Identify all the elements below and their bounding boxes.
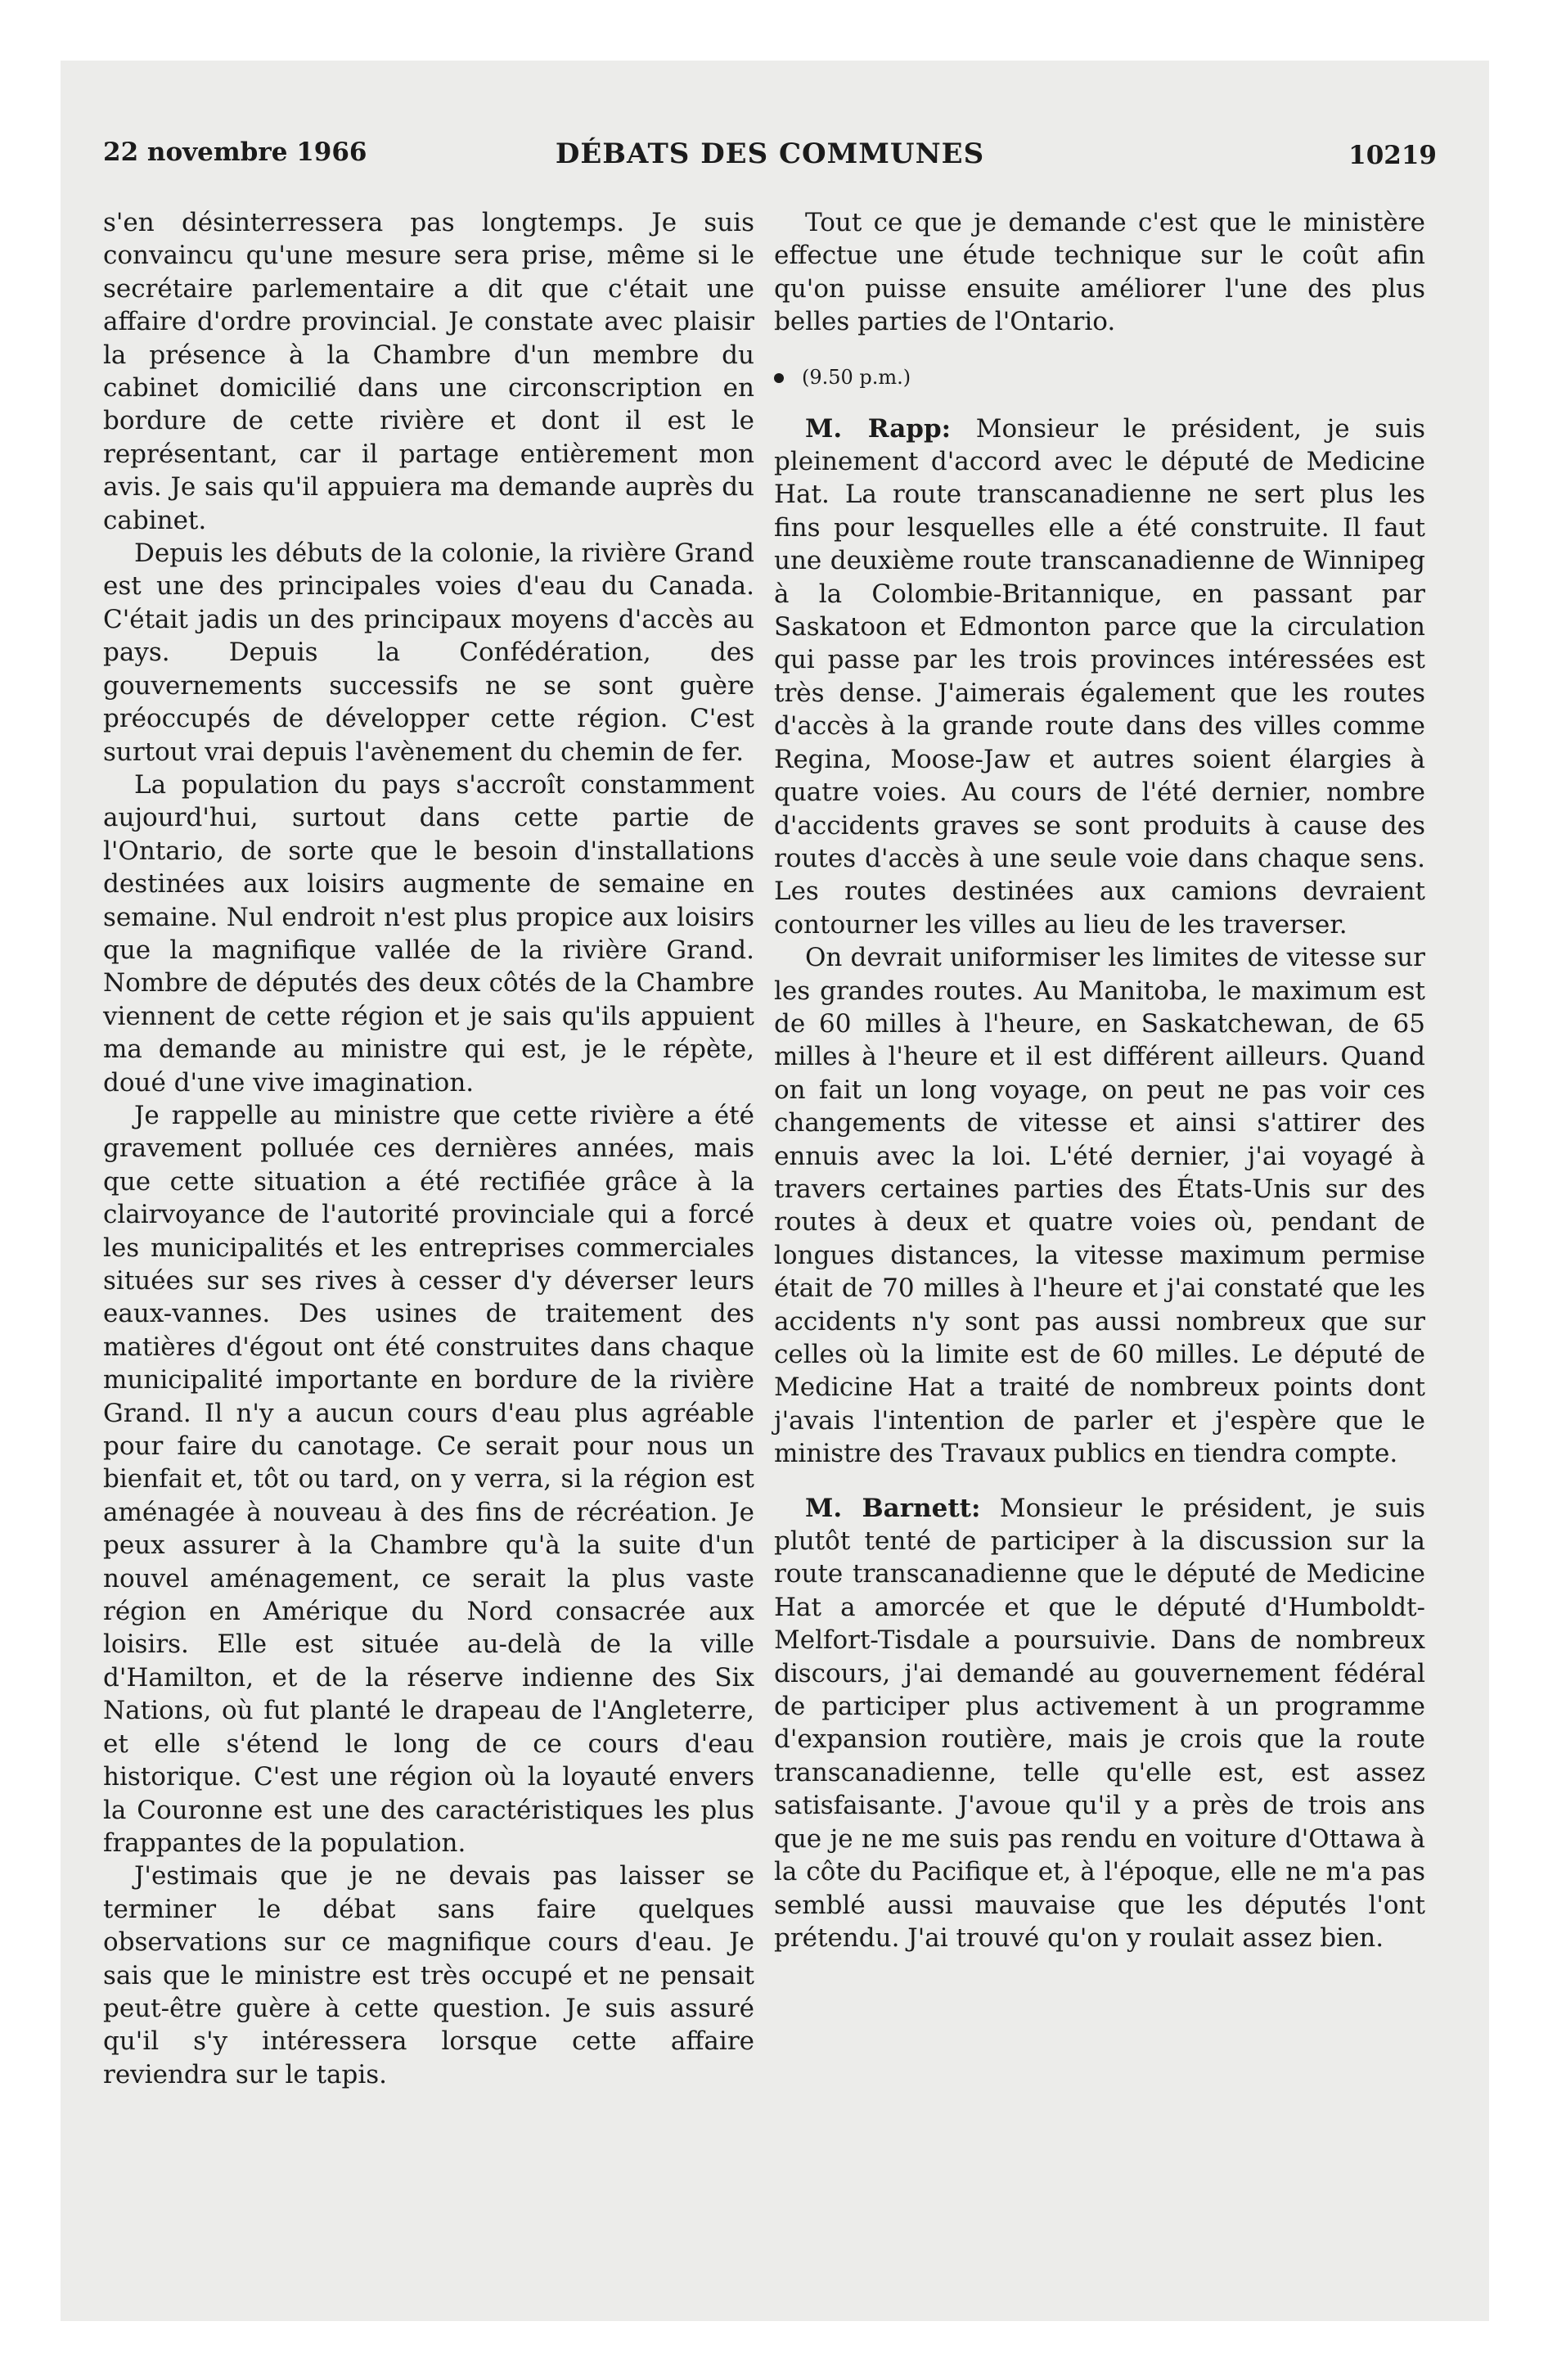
right-column (774, 206, 1425, 1954)
speech-rapp (774, 412, 1425, 942)
page-header (103, 137, 1437, 187)
time-marker-text: (9.50 p.m.) (802, 365, 911, 389)
paragraph: J'estimais que je ne devais pas laisser se terminer le débat sans faire quelques observations sur ce magnifique cours d'eau. Je sais que le ministre est très occupé et ne pensait peut-être guère à cette question. Je suis assuré qu'il s'y intéressera lorsque cette affaire reviendra sur le tapis. (103, 1861, 754, 2089)
paragraph: s'en désinterressera pas longtemps. Je suis convaincu qu'une mesure sera prise, même si le secrétaire parlementaire a dit que c'était une affaire d'ordre provincial. Je constate avec plaisir la présence à la Chambre d'un membre du cabinet domicilié dans une circonscription en bordure de cette rivière et dont il est le représentant, car il partage entièrement mon avis. Je sais qu'il appuiera ma demande auprès du cabinet. (103, 208, 754, 535)
speaker-name: M. Rapp: (805, 413, 952, 444)
paragraph: Depuis les débuts de la colonie, la rivière Grand est une des principales voies d'eau du Canada. C'était jadis un des principaux moyens d'accès au pays. Depuis la Confédération, des gouvernements successifs ne se sont guère préoccupés de développer cette région. C'est surtout vrai depuis l'avènement du chemin de fer. (103, 539, 754, 767)
bullet-icon (774, 373, 784, 383)
paragraph: Tout ce que je demande c'est que le ministère effectue une étude technique sur le coût afin qu'on puisse ensuite améliorer l'une des plus belles parties de l'Ontario. (774, 208, 1425, 337)
spacer (774, 1471, 1425, 1492)
header-date: 22 novembre 1966 (103, 137, 367, 167)
paragraph: On devrait uniformiser les limites de vitesse sur les grandes routes. Au Manitoba, le maximum est de 60 milles à l'heure, en Saskatchewan, de 65 milles à l'heure et il est différent ailleurs. Quand on fait un long voyage, on peut ne pas voir ces changements de vitesse et ainsi s'attirer des ennuis avec la loi. L'été dernier, j'ai voyagé à travers certaines parties des États-Unis sur des routes à deux et quatre voies où, pendant de longues distances, la vitesse maximum permise était de 70 milles à l'heure et j'ai constaté que les accidents n'y sont pas aussi nombreux que sur celles où la limite est de 60 milles. Le député de Medicine Hat a traité de nombreux points dont j'avais l'intention de parler et j'espère que le ministre des Travaux publics en tiendra compte. (774, 943, 1425, 1469)
time-marker (774, 365, 1425, 390)
header-title: DÉBATS DES COMMUNES (555, 137, 985, 170)
left-column (103, 206, 754, 2091)
speaker-name: M. Barnett: (805, 1493, 981, 1523)
paragraph: La population du pays s'accroît constamment aujourd'hui, surtout dans cette partie de l'Ontario, de sorte que le besoin d'installations destinées aux loisirs augmente de semaine en semaine. Nul endroit n'est plus propice aux loisirs que la magnifique vallée de la rivière Grand. Nombre de députés des deux côtés de la Chambre viennent de cette région et je sais qu'ils appuient ma demande au ministre qui est, je le répète, doué d'une vive imagination. (103, 769, 754, 1098)
speech-text: Monsieur le président, je suis plutôt tenté de participer à la discussion sur la route transcanadienne que le député de Medicine Hat a amorcée et que le député d'Humboldt-Melfort-Tisdale a poursuivie. Dans de nombreux discours, j'ai demandé au gouvernement fédéral de participer plus activement à un programme d'expansion routière, mais je crois que la route transcanadienne, telle qu'elle est, est assez satisfaisante. J'avoue qu'il y a près de trois ans que je ne me suis pas rendu en voiture d'Ottawa à la côte du Pacifique et, à l'époque, elle ne m'a pas semblé aussi mauvaise que les députés l'ont prétendu. J'ai trouvé qu'on y roulait assez bien. (774, 1493, 1425, 1953)
page-number: 10219 (1348, 141, 1437, 170)
speech-barnett (774, 1492, 1425, 1955)
speech-text: Monsieur le président, je suis pleinement d'accord avec le député de Medicine Hat. La route transcanadienne ne sert plus les fins pour lesquelles elle a été construite. Il faut une deuxième route transcanadienne de Winnipeg à la Colombie-Britannique, en passant par Saskatoon et Edmonton parce que la circulation qui passe par les trois provinces intéressées est très dense. J'aimerais également que les routes d'accès à la grande route dans des villes comme Regina, Moose-Jaw et autres soient élargies à quatre voies. Au cours de l'été dernier, nombre d'accidents graves se sont produits à cause des routes d'accès à une seule voie dans chaque sens. Les routes destinées aux camions devraient contourner les villes au lieu de les traverser. (774, 413, 1425, 940)
paragraph: Je rappelle au ministre que cette rivière a été gravement polluée ces dernières années, mais que cette situation a été rectifiée grâce à la clairvoyance de l'autorité provinciale qui a forcé les municipalités et les entreprises commerciales situées sur ses rives à cesser d'y déverser leurs eaux-vannes. Des usines de traitement des matières d'égout ont été construites dans chaque municipalité importante en bordure de la rivière Grand. Il n'y a aucun cours d'eau plus agréable pour faire du canotage. Ce serait pour nous un bienfait et, tôt ou tard, on y verra, si la région est aménagée à nouveau à des fins de récréation. Je peux assurer à la Chambre qu'à la suite d'un nouvel aménagement, ce serait la plus vaste région en Amérique du Nord consacrée aux loisirs. Elle est située au-delà de la ville d'Hamilton, et de la réserve indienne des Six Nations, où fut planté le drapeau de l'Angleterre, et elle s'étend le long de ce cours d'eau historique. C'est une région où la loyauté envers la Couronne est une des caractéristiques les plus frappantes de la population. (103, 1100, 754, 1858)
